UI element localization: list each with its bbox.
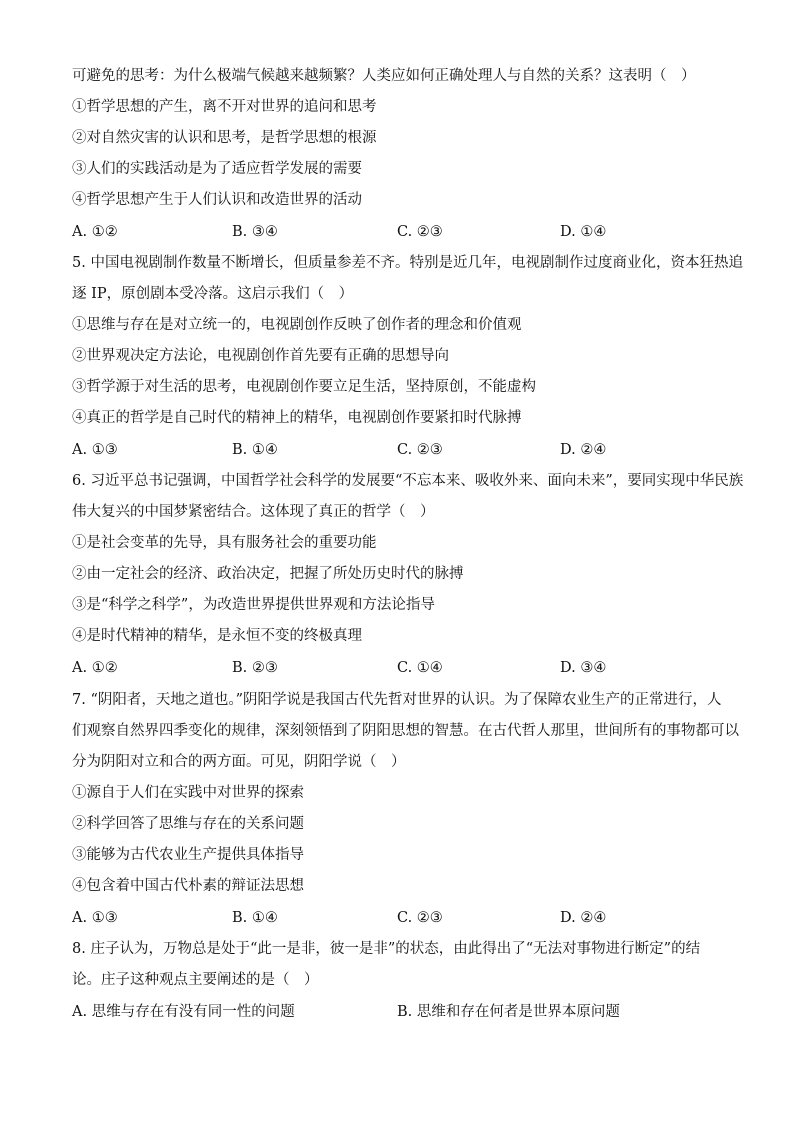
q5-option-b[interactable]: B. ①④ bbox=[232, 442, 278, 458]
q5-statement-4: ④真正的哲学是自己时代的精神上的精华，电视剧创作要紧扣时代脉搏 bbox=[72, 410, 522, 426]
q7-statement-1: ①源自于人们在实践中对世界的探索 bbox=[72, 785, 304, 801]
q7-options bbox=[72, 908, 732, 928]
question-7-stem-line-2: 们观察自然界四季变化的规律，深刻领悟到了阴阳思想的智慧。在古代哲人那里，世间所有的事物都可以 bbox=[72, 723, 739, 739]
question-6-stem-line-2: 伟大复兴的中国梦紧密结合。这体现了真正的哲学（ ） bbox=[72, 504, 435, 520]
q4-statement-2: ②对自然灾害的认识和思考，是哲学思想的根源 bbox=[72, 130, 377, 146]
q6-option-b[interactable]: B. ②③ bbox=[232, 660, 278, 676]
q7-statement-4: ④包含着中国古代朴素的辩证法思想 bbox=[72, 878, 304, 894]
question-7-stem-line-3: 分为阴阳对立和合的两方面。可见，阴阳学说（ ） bbox=[72, 754, 406, 770]
question-5-stem-line-2: 逐 IP，原创剧本受冷落。这启示我们（ ） bbox=[72, 286, 354, 302]
q4-options bbox=[72, 222, 732, 242]
q5-option-a[interactable]: A. ①③ bbox=[72, 442, 118, 458]
q5-option-d[interactable]: D. ②④ bbox=[560, 442, 607, 458]
q7-option-d[interactable]: D. ②④ bbox=[560, 910, 607, 926]
question-6-stem-line-1: 6. 习近平总书记强调，中国哲学社会科学的发展要“不忘本来、吸收外来、面向未来”，要同实现中华民族 bbox=[72, 473, 744, 489]
q4-statement-3: ③人们的实践活动是为了适应哲学发展的需要 bbox=[72, 161, 362, 177]
q6-option-c[interactable]: C. ①④ bbox=[397, 660, 443, 676]
question-5-stem-line-1: 5. 中国电视剧制作数量不断增长，但质量参差不齐。特别是近几年，电视剧制作过度商业化，资本狂热追 bbox=[72, 255, 743, 271]
q6-statement-3: ③是“科学之科学”，为改造世界提供世界观和方法论指导 bbox=[72, 597, 435, 613]
q5-statement-1: ①思维与存在是对立统一的，电视剧创作反映了创作者的理念和价值观 bbox=[72, 317, 522, 333]
q5-option-c[interactable]: C. ②③ bbox=[397, 442, 443, 458]
q6-options bbox=[72, 658, 732, 678]
q5-options bbox=[72, 440, 732, 460]
q7-option-c[interactable]: C. ②③ bbox=[397, 910, 443, 926]
q7-statement-3: ③能够为古代农业生产提供具体指导 bbox=[72, 847, 304, 863]
q5-statement-3: ③哲学源于对生活的思考，电视剧创作要立足生活，坚持原创，不能虚构 bbox=[72, 379, 536, 395]
question-7-stem-line-1: 7. “阴阳者，天地之道也。”阴阳学说是我国古代先哲对世界的认识。为了保障农业生产的正常进行，人 bbox=[72, 692, 722, 708]
q8-options bbox=[72, 1002, 732, 1022]
q6-option-d[interactable]: D. ③④ bbox=[560, 660, 607, 676]
q6-statement-1: ①是社会变革的先导，具有服务社会的重要功能 bbox=[72, 535, 377, 551]
q6-statement-2: ②由一定社会的经济、政治决定，把握了所处历史时代的脉搏 bbox=[72, 566, 464, 582]
q6-statement-4: ④是时代精神的精华，是永恒不变的终极真理 bbox=[72, 628, 362, 644]
q7-option-a[interactable]: A. ①③ bbox=[72, 910, 118, 926]
q8-option-a[interactable]: A. 思维与存在有没有同一性的问题 bbox=[72, 1004, 295, 1020]
q7-statement-2: ②科学回答了思维与存在的关系问题 bbox=[72, 816, 304, 832]
question-8-stem-line-2: 论。庄子这种观点主要阐述的是（ ） bbox=[72, 972, 319, 988]
q7-option-b[interactable]: B. ①④ bbox=[232, 910, 278, 926]
q4-statement-4: ④哲学思想产生于人们认识和改造世界的活动 bbox=[72, 192, 362, 208]
q8-option-b[interactable]: B. 思维和存在何者是世界本原问题 bbox=[397, 1004, 620, 1020]
question-4-stem-continuation: 可避免的思考：为什么极端气候越来越频繁？人类应如何正确处理人与自然的关系？这表明（ ） bbox=[72, 68, 696, 84]
q4-option-b[interactable]: B. ③④ bbox=[232, 224, 278, 240]
q4-option-c[interactable]: C. ②③ bbox=[397, 224, 443, 240]
q4-option-d[interactable]: D. ①④ bbox=[560, 224, 607, 240]
question-8-stem-line-1: 8. 庄子认为，万物总是处于“此一是非，彼一是非”的状态，由此得出了“无法对事物进行断定”的结 bbox=[72, 941, 701, 957]
q4-option-a[interactable]: A. ①② bbox=[72, 224, 118, 240]
q4-statement-1: ①哲学思想的产生，离不开对世界的追问和思考 bbox=[72, 99, 377, 115]
q6-option-a[interactable]: A. ①② bbox=[72, 660, 118, 676]
q5-statement-2: ②世界观决定方法论，电视剧创作首先要有正确的思想导向 bbox=[72, 348, 449, 364]
